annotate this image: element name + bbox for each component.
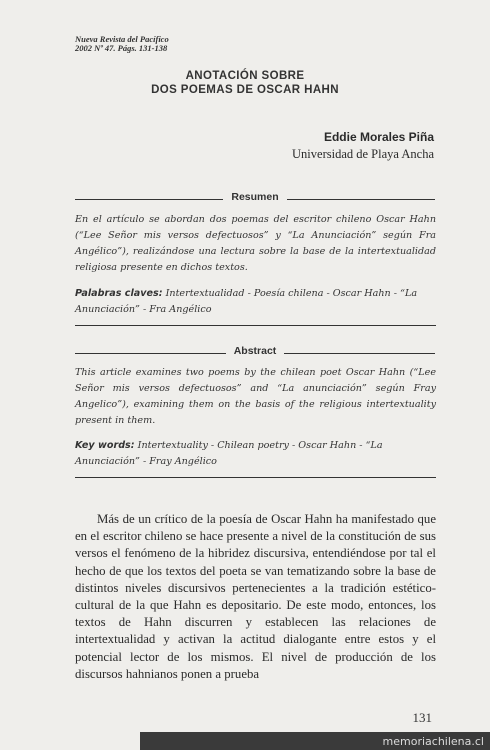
section-divider [75, 325, 436, 326]
divider [75, 199, 223, 200]
abstract-label: Abstract [233, 345, 277, 357]
title-line-2: DOS POEMAS DE OSCAR HAHN [151, 84, 339, 96]
section-divider [75, 477, 436, 478]
author-name: Eddie Morales Piña [323, 130, 434, 144]
abstract-keywords [75, 438, 436, 470]
watermark-logo [140, 732, 490, 750]
keywords-list: Intertextuality - Chilean poetry - Oscar Hahn - “La Anunciación” - Fray Angélico [75, 440, 383, 467]
journal-issue: 2002 Nº 47. Págs. 131-138 [75, 43, 168, 53]
divider [287, 199, 435, 200]
resumen-heading [75, 190, 435, 204]
keywords-label: Palabras claves: [75, 288, 163, 299]
watermark-text: memoriachilena.cl [382, 734, 484, 748]
resumen-label: Resumen [231, 191, 279, 203]
resumen-keywords [75, 286, 436, 318]
author-affiliation: Universidad de Playa Ancha [292, 147, 434, 161]
body-text [75, 511, 436, 683]
keywords-label: Key words: [75, 440, 135, 451]
abstract-text: This article examines two poems by the chilean poet Oscar Hahn (“Lee Señor mis versos defectuosos” and “La anunciación” según Fray Angelico”), examining them on the basis of the religious intertextuality present in them. [75, 367, 436, 426]
title-line-1: ANOTACIÓN SOBRE [185, 70, 305, 82]
article-title [0, 69, 490, 97]
divider [75, 353, 226, 354]
page-number: 131 [412, 710, 432, 725]
resumen-text: En el artículo se abordan dos poemas del escritor chileno Oscar Hahn (“Lee Señor mis versos defectuosos” y “La Anunciación” según Fra Angélico”), realizándose una lectura sobre la base de la intertextualidad religiosa presente en dichos textos. [75, 214, 436, 273]
body-paragraph: Más de un crítico de la poesía de Oscar Hahn ha manifestado que en el escritor chileno se hace presente a nivel de la constitución de sus versos el fenómeno de la hibridez discursiva, entendiéndose por tal el hecho de que los textos del poeta se van tematizando sobre la base de distintos niveles discursivos pertenecientes a la tradición estético-cultural de la que Hahn es depositario. De este modo, entonces, los textos de Hahn discurren y establecen las relaciones de intertextualidad y activan la actitud dialogante entre estos y el potencial lector de los mismos. El nivel de producción de los discursos hahnianos ponen a prueba [75, 512, 436, 681]
keywords-list: Intertextualidad - Poesía chilena - Oscar Hahn - “La Anunciación” - Fra Angélico [75, 288, 418, 315]
abstract-heading [75, 344, 435, 358]
journal-name: Nueva Revista del Pacífico [75, 34, 169, 44]
divider [284, 353, 435, 354]
journal-reference [75, 35, 169, 53]
